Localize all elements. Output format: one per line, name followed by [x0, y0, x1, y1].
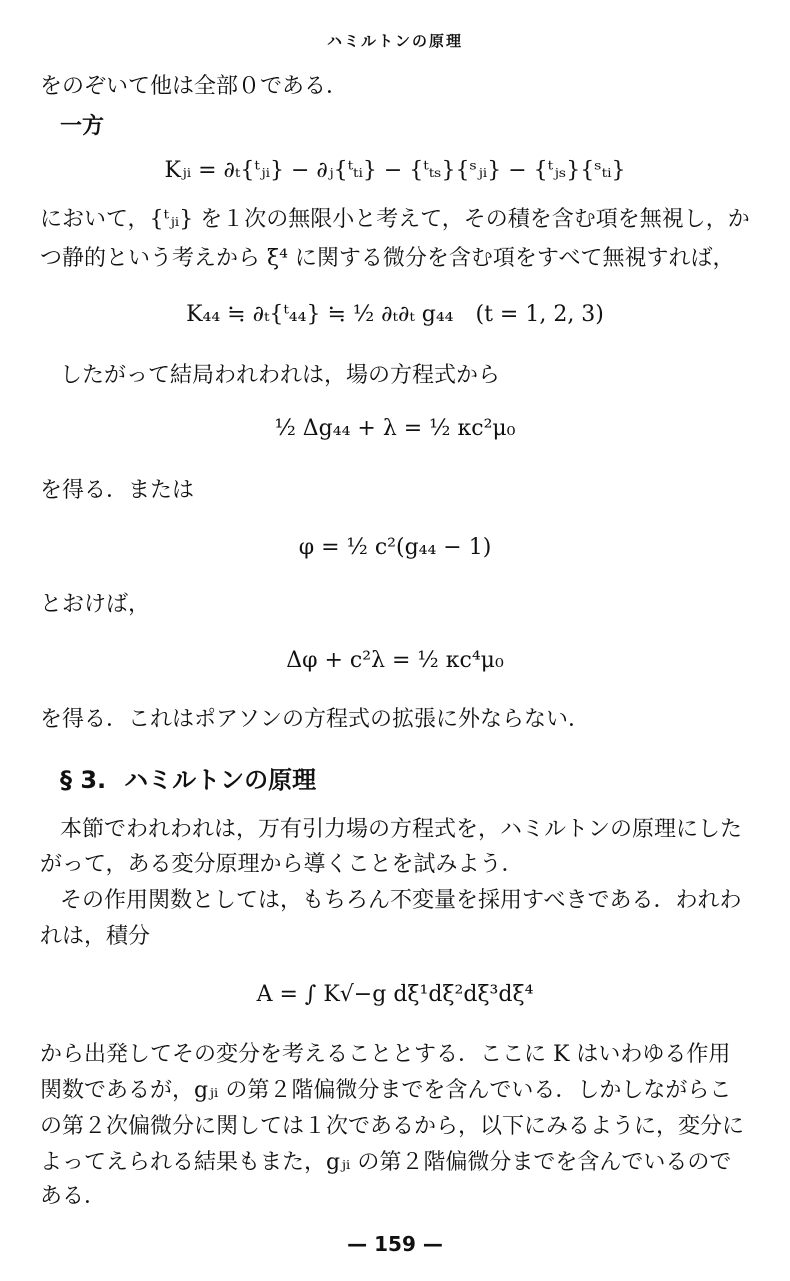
- text-line: から出発してその変分を考えることとする．ここに K はいわゆる作用: [40, 1042, 731, 1067]
- text-line: 一方: [60, 114, 105, 139]
- text-line: とおけば，: [40, 592, 151, 617]
- text-line: を得る．これはポアソンの方程式の拡張に外ならない．: [40, 707, 591, 732]
- section-title: ハミルトンの原理: [124, 766, 317, 794]
- text-line: 本節でわれわれは，万有引力場の方程式を，ハミルトンの原理にした: [60, 817, 743, 842]
- text-line: がって，ある変分原理から導くことを試みよう．: [40, 852, 524, 877]
- text-line: 関数であるが，gⱼᵢ の第２階偏微分までを含んでいる．しかしながらこ: [40, 1078, 732, 1103]
- running-title: ハミルトンの原理: [326, 32, 463, 50]
- equation-action: A = ∫ K√−g dξ¹dξ²dξ³dξ⁴: [256, 982, 534, 1007]
- equation-poisson: Δφ + c²λ = ½ κc⁴μ₀: [286, 648, 504, 673]
- text-line: その作用関数としては，もちろん不変量を採用すべきである．われわ: [60, 888, 742, 913]
- page-number: — 159 —: [347, 1232, 443, 1256]
- text-line: ある．: [40, 1184, 107, 1209]
- equation-kji: Kⱼᵢ = ∂ₜ{ᵗⱼᵢ} − ∂ⱼ{ᵗₜᵢ} − {ᵗₜₛ}{ˢⱼᵢ} − {ᵗⱼₛ}{ˢₜᵢ}: [164, 158, 626, 183]
- text-line: つ静的という考えから ξ⁴ に関する微分を含む項をすべて無視すれば，: [40, 246, 735, 271]
- text-line: を得る．または: [40, 478, 195, 503]
- text-line: において，{ᵗⱼᵢ} を１次の無限小と考えて，その積を含む項を無視し，か: [40, 207, 750, 232]
- text-line: れは，積分: [40, 924, 151, 949]
- equation-phi: φ = ½ c²(g₄₄ − 1): [298, 535, 492, 560]
- text-line: をのぞいて他は全部０である．: [40, 74, 349, 99]
- text-line: したがって結局われわれは，場の方程式から: [60, 363, 501, 388]
- text-line: よってえられる結果もまた，gⱼᵢ の第２階偏微分までを含んでいるので: [40, 1150, 732, 1175]
- section-number: § 3.: [60, 766, 107, 794]
- equation-k44: K₄₄ ≒ ∂ₜ{ᵗ₄₄} ≒ ½ ∂ₜ∂ₜ g₄₄ (t = 1, 2, 3): [186, 302, 604, 327]
- section-heading: [60, 760, 316, 795]
- text-line: の第２次偏微分に関しては１次であるから，以下にみるように，変分に: [40, 1114, 745, 1139]
- equation-field: ½ Δg₄₄ + λ = ½ κc²μ₀: [274, 416, 516, 441]
